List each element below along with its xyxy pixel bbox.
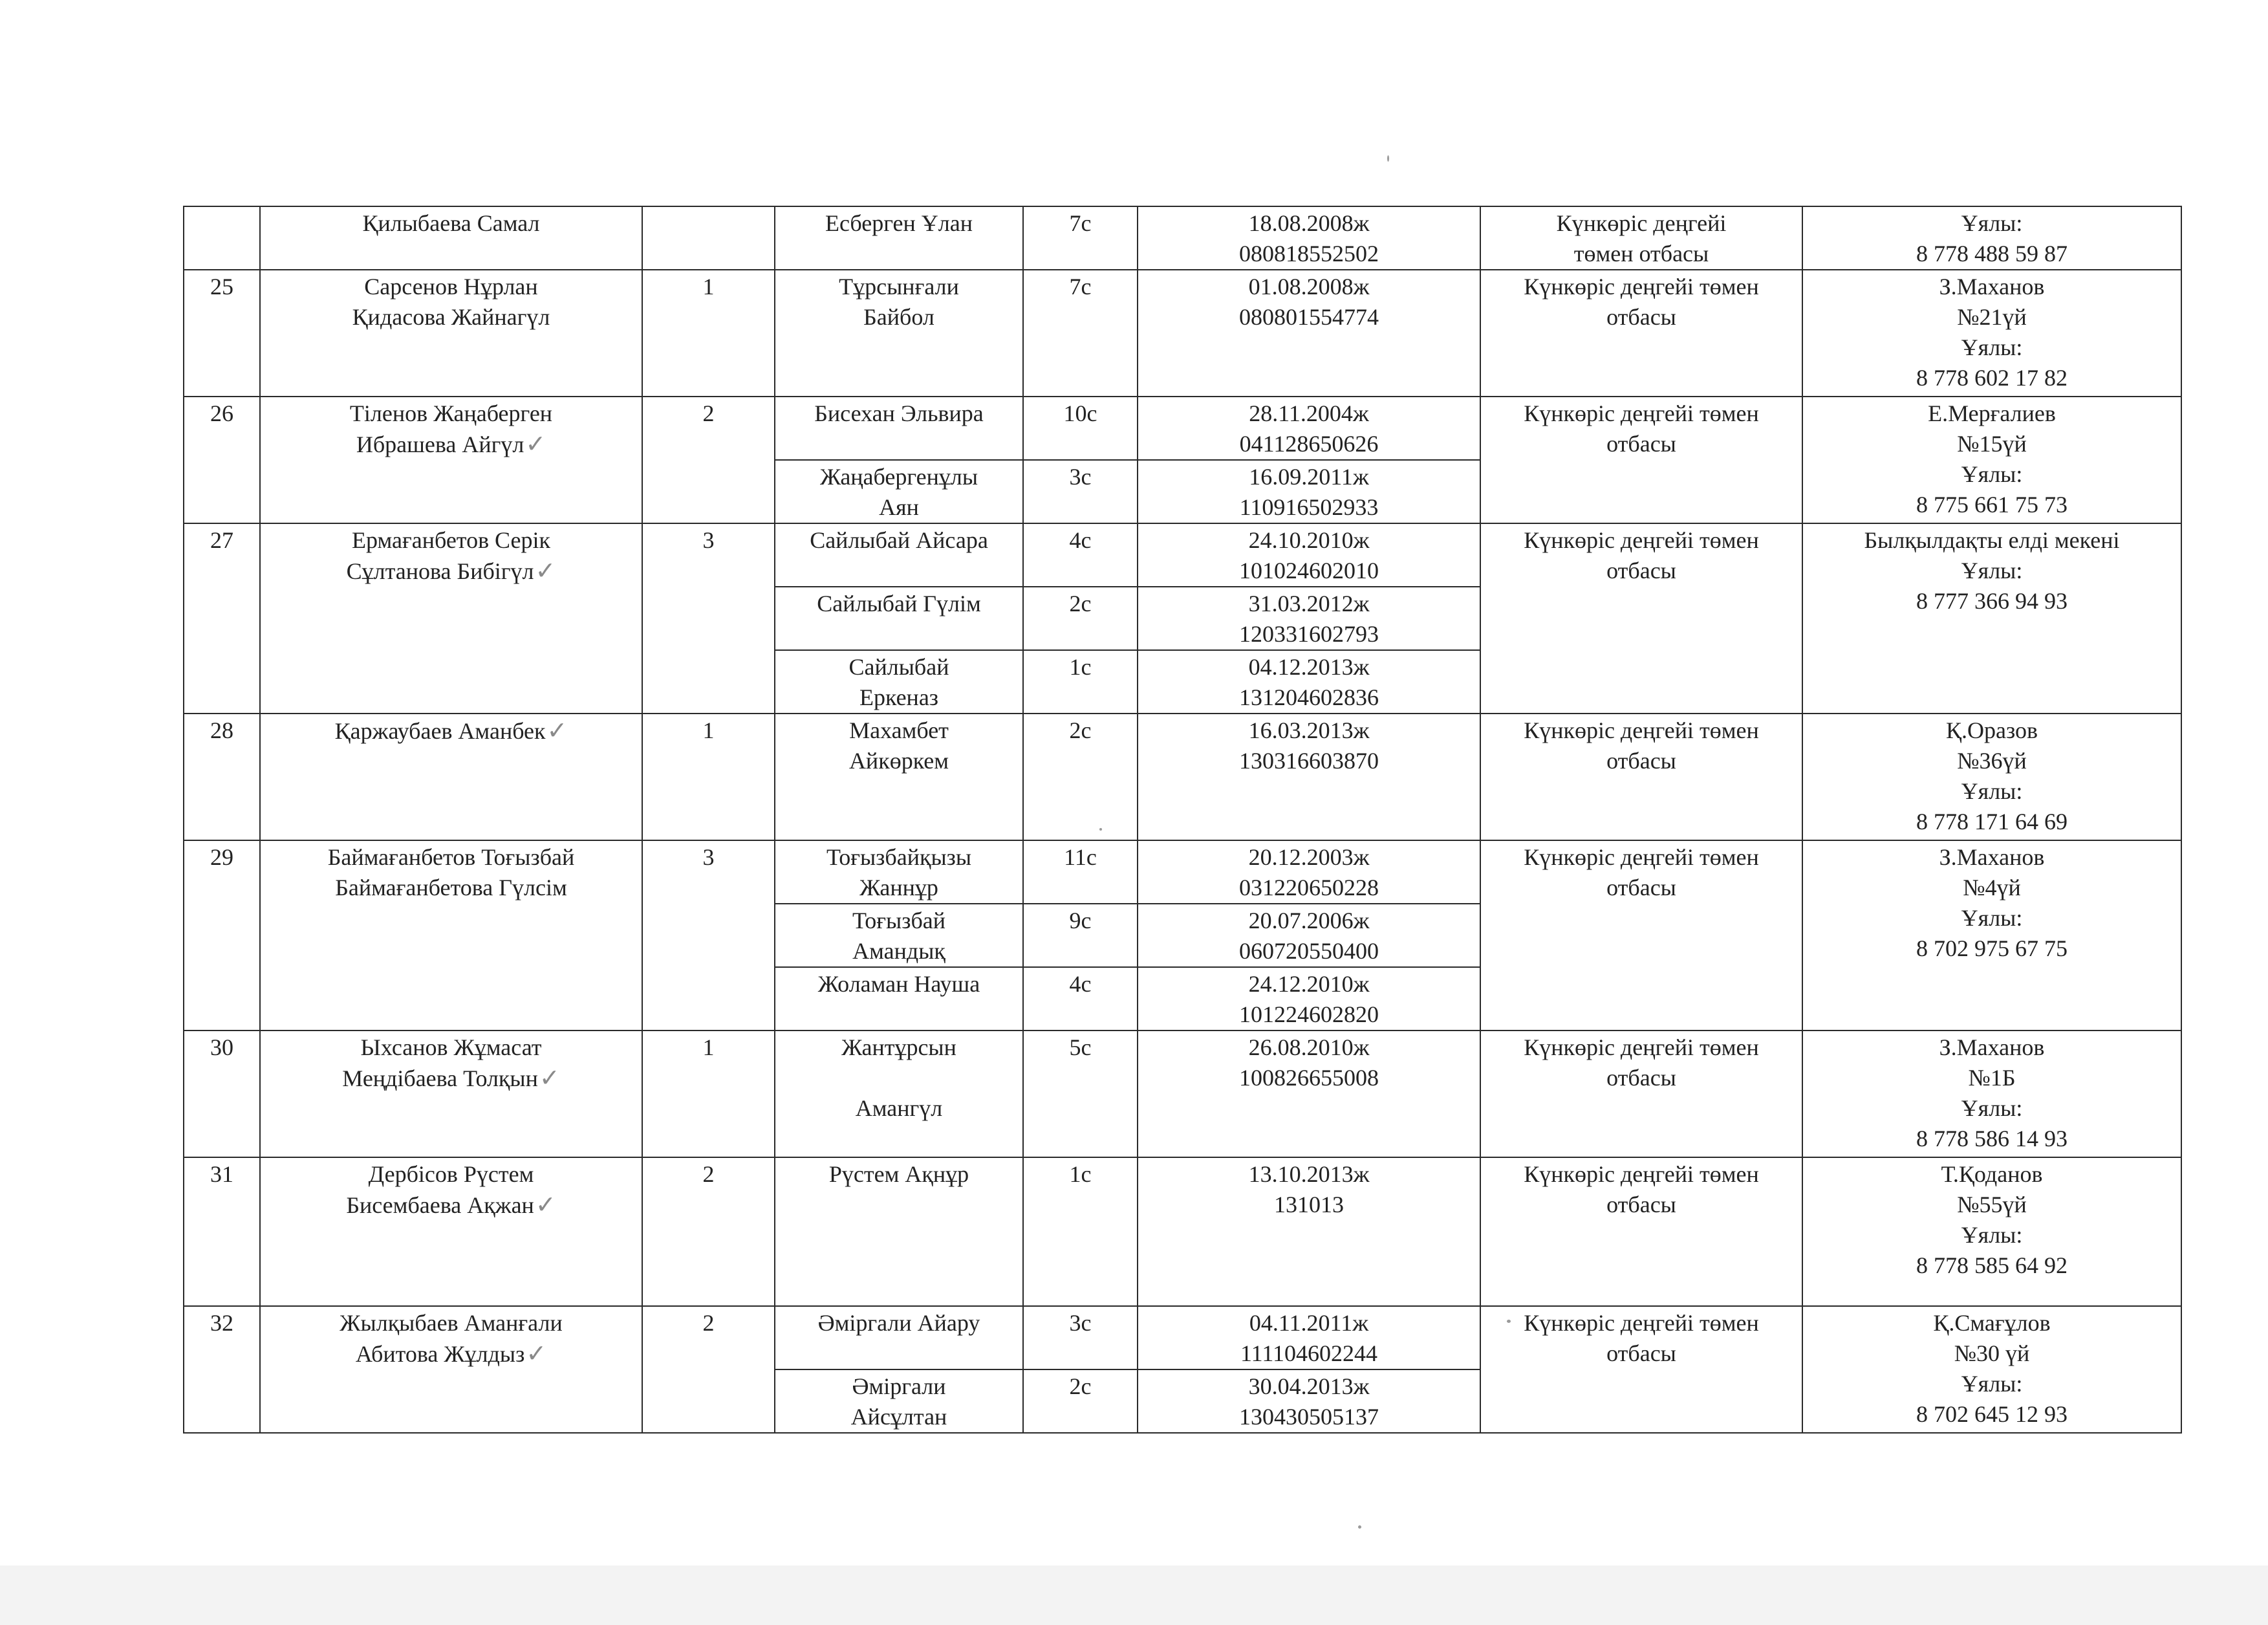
parents-cell [260,206,642,270]
family-status [1480,397,1802,523]
scan-speck [1099,828,1102,831]
parents-cell-line: Жылқыбаев Аманғали [340,1310,563,1336]
children-count: 2 [642,1306,775,1433]
family-status-line: отбасы [1606,1065,1676,1091]
family-status [1480,523,1802,714]
child-name-line: Сайлыбай Гүлім [817,591,981,616]
register-body [184,206,2181,1433]
child-grade: 3с [1023,1306,1138,1369]
child-birth-line: 100826655008 [1239,1065,1379,1091]
family-status-line: отбасы [1606,875,1676,900]
family-status-line: отбасы [1606,1192,1676,1217]
parents-cell [260,714,642,840]
family-status-line: Күнкөріс деңгейі төмен [1524,274,1759,300]
child-birth-line: 031220650228 [1239,875,1379,900]
children-count: 1 [642,714,775,840]
child-birth-line: 130430505137 [1239,1404,1379,1430]
child-birth-line: 13.10.2013ж [1248,1161,1370,1187]
check-mark-icon: ✓ [539,1063,560,1092]
family-status-line: отбасы [1606,1340,1676,1366]
child-birth-line: 20.07.2006ж [1248,908,1370,933]
child-birth [1138,840,1480,904]
family-status-line: отбасы [1606,304,1676,330]
child-birth-line: 101224602820 [1239,1001,1379,1027]
address-phone [1802,397,2181,523]
address-phone-line: Ұялы: [1961,334,2023,360]
table-row [184,1157,2181,1306]
child-birth-line: 04.12.2013ж [1248,654,1370,680]
table-row [184,397,2181,460]
child-name-line: Айсұлтан [850,1404,947,1430]
child-birth-line: 060720550400 [1239,938,1379,964]
child-name-line: Тоғызбайқызы [826,844,972,870]
child-birth-line: 04.11.2011ж [1249,1310,1369,1336]
child-grade: 11с [1023,840,1138,904]
child-birth-line: 20.12.2003ж [1248,844,1370,870]
child-birth-line: 111104602244 [1240,1340,1377,1366]
address-phone-line: 8 778 171 64 69 [1916,809,2068,834]
children-count: 3 [642,840,775,1031]
child-birth [1138,206,1480,270]
child-birth-line: 26.08.2010ж [1248,1034,1370,1060]
check-mark-icon: ✓ [535,1190,556,1219]
child-name [775,1157,1023,1306]
child-birth-line: 110916502933 [1239,494,1379,520]
address-phone-line: Ұялы: [1961,905,2023,931]
child-grade: 5с [1023,1031,1138,1157]
child-name [775,587,1023,650]
parents-cell-line: Ыхсанов Жұмасат [360,1034,542,1060]
scan-speck [1507,1320,1511,1323]
scan-speck [1358,1525,1361,1529]
child-birth-line: 31.03.2012ж [1248,591,1370,616]
parents-cell [260,1306,642,1433]
child-name-line: Жаңабергенұлы [819,464,978,490]
address-phone [1802,206,2181,270]
table-row [184,1306,2181,1369]
children-count: 3 [642,523,775,714]
children-count [642,206,775,270]
row-number: 28 [184,714,260,840]
address-phone-line: Ұялы: [1961,1371,2023,1397]
child-birth [1138,1031,1480,1157]
child-birth-line: 131013 [1274,1192,1344,1217]
address-phone-line: №36үй [1957,748,2027,774]
child-birth-line: 16.09.2011ж [1249,464,1369,490]
child-grade: 4с [1023,523,1138,587]
address-phone-line: Былқылдақты елді мекені [1864,527,2120,553]
check-mark-icon: ✓ [526,1339,547,1368]
address-phone-line: Ұялы: [1961,1095,2023,1121]
row-number: 25 [184,270,260,397]
address-phone-line: №4үй [1963,875,2021,900]
address-phone-line: 8 778 586 14 93 [1916,1126,2068,1151]
family-status-line: отбасы [1606,748,1676,774]
family-status-line: Күнкөріс деңгейі төмен [1524,1161,1759,1187]
child-grade: 4с [1023,967,1138,1031]
child-grade: 9с [1023,904,1138,967]
address-phone-line: №15үй [1957,431,2027,457]
address-phone-line: Ұялы: [1961,210,2023,236]
family-status [1480,1306,1802,1433]
family-status-line: Күнкөріс деңгейі төмен [1524,1034,1759,1060]
table-row [184,840,2181,904]
parents-cell [260,840,642,1031]
address-phone [1802,1031,2181,1157]
table-row [184,1031,2181,1157]
children-count: 2 [642,397,775,523]
child-name-line: Сайлыбай [848,654,949,680]
address-phone-line: 8 702 975 67 75 [1916,935,2068,961]
child-name [775,1369,1023,1433]
address-phone-line: 8 777 366 94 93 [1916,588,2068,614]
address-phone-line: З.Маханов [1939,1034,2045,1060]
parents-cell [260,397,642,523]
child-birth-line: 16.03.2013ж [1248,717,1370,743]
child-birth [1138,270,1480,397]
address-phone-line: 8 778 602 17 82 [1916,365,2068,391]
table-row [184,270,2181,397]
address-phone-line: Қ.Смағұлов [1933,1310,2051,1336]
parents-cell-line: Баймағанбетова Гүлсім [335,875,567,900]
child-name [775,650,1023,714]
family-status-line: Күнкөріс деңгейі төмен [1524,717,1759,743]
family-status-line: төмен отбасы [1573,241,1709,267]
check-mark-icon: ✓ [535,556,556,585]
child-name-line: Айкөркем [848,748,949,774]
address-phone [1802,714,2181,840]
child-grade: 10с [1023,397,1138,460]
child-name [775,460,1023,523]
child-grade: 7с [1023,206,1138,270]
child-birth-line: 130316603870 [1239,748,1379,774]
child-birth [1138,1306,1480,1369]
child-birth [1138,523,1480,587]
table-row [184,523,2181,587]
parents-cell-line: Тіленов Жаңаберген [349,400,553,426]
address-phone-line: №21үй [1957,304,2027,330]
child-name [775,206,1023,270]
child-grade: 2с [1023,714,1138,840]
child-name-line: Аян [879,494,919,520]
scan-bottom-margin [0,1565,2268,1625]
address-phone-line: 8 778 585 64 92 [1916,1252,2068,1278]
child-grade: 2с [1023,587,1138,650]
child-name [775,270,1023,397]
child-name-line: Жаннұр [859,875,938,900]
child-birth-line: 30.04.2013ж [1248,1373,1370,1399]
parents-cell-line: Қилыбаева Самал [362,210,540,236]
child-birth-line: 080801554774 [1239,304,1379,330]
parents-cell-line: Ибрашева Айгүл✓ [356,430,546,458]
child-name [775,397,1023,460]
table-row [184,206,2181,270]
family-status-line: Күнкөріс деңгейі төмен [1524,527,1759,553]
parents-cell [260,270,642,397]
child-name-line: Жоламан Науша [817,971,980,997]
family-status [1480,840,1802,1031]
child-birth-line: 24.12.2010ж [1248,971,1370,997]
family-status-line: Күнкөріс деңгейі [1556,210,1727,236]
child-grade: 3с [1023,460,1138,523]
family-status [1480,1031,1802,1157]
row-number: 29 [184,840,260,1031]
child-birth [1138,967,1480,1031]
children-count: 1 [642,270,775,397]
address-phone-line: 8 778 488 59 87 [1916,241,2068,267]
check-mark-icon: ✓ [525,430,546,458]
address-phone-line: З.Маханов [1939,844,2045,870]
row-number: 30 [184,1031,260,1157]
child-name-line: Еркеназ [859,684,939,710]
parents-cell-line: Сарсенов Нұрлан [364,274,538,300]
parents-cell [260,1031,642,1157]
parents-cell [260,1157,642,1306]
child-grade: 1с [1023,1157,1138,1306]
child-birth [1138,1369,1480,1433]
parents-cell-line: Қидасова Жайнагүл [352,304,550,330]
address-phone-line: №30 үй [1954,1340,2030,1366]
address-phone-line: 8 775 661 75 73 [1916,492,2068,518]
address-phone [1802,1157,2181,1306]
family-status-line: Күнкөріс деңгейі төмен [1524,844,1759,870]
address-phone [1802,523,2181,714]
child-birth-line: 24.10.2010ж [1248,527,1370,553]
child-name [775,1306,1023,1369]
family-status-line: отбасы [1606,558,1676,583]
table-row [184,714,2181,840]
check-mark-icon: ✓ [546,716,568,745]
child-grade: 7с [1023,270,1138,397]
child-birth [1138,904,1480,967]
child-name-line: Әміргали Айару [817,1310,980,1336]
scan-speck [1387,155,1389,162]
family-status-line: Күнкөріс деңгейі төмен [1524,1310,1759,1336]
family-status [1480,270,1802,397]
child-name [775,714,1023,840]
family-status [1480,714,1802,840]
child-name-line: Бисехан Эльвира [814,400,984,426]
family-status-line: отбасы [1606,431,1676,457]
child-birth [1138,650,1480,714]
address-phone [1802,840,2181,1031]
child-birth [1138,397,1480,460]
row-number: 31 [184,1157,260,1306]
child-grade: 2с [1023,1369,1138,1433]
parents-cell-line: Сұлтанова Бибігүл✓ [346,556,556,585]
child-name-line [779,1063,1019,1093]
child-birth [1138,714,1480,840]
family-status-line: Күнкөріс деңгейі төмен [1524,400,1759,426]
address-phone-line: 8 702 645 12 93 [1916,1401,2068,1427]
child-birth-line: 18.08.2008ж [1248,210,1370,236]
child-name-line: Рүстем Ақнұр [828,1161,969,1187]
address-phone-line: Ұялы: [1961,461,2023,487]
child-name [775,1031,1023,1157]
address-phone-line: №55үй [1957,1192,2027,1217]
address-phone-line: №1Б [1968,1065,2016,1091]
address-phone [1802,1306,2181,1433]
parents-cell-line: Бисембаева Ақжан✓ [346,1190,556,1219]
child-name-line: Тоғызбай [852,908,946,933]
child-name-line: Амандық [852,938,945,964]
parents-cell-line: Дербісов Рүстем [368,1161,534,1187]
child-birth [1138,1157,1480,1306]
row-number [184,206,260,270]
parents-cell-line: Қаржаубаев Аманбек✓ [334,716,568,745]
child-name-line: Махамбет [849,717,949,743]
row-number: 26 [184,397,260,523]
child-name-line: Амангүл [855,1095,943,1121]
child-name-line: Сайлыбай Айсара [810,527,988,553]
parents-cell [260,523,642,714]
address-phone-line: З.Маханов [1939,274,2045,300]
child-birth-line: 101024602010 [1239,558,1379,583]
child-birth-line: 041128650626 [1239,431,1379,457]
child-name-line: Жантұрсын [841,1034,956,1060]
child-birth-line: 080818552502 [1239,241,1379,267]
child-birth-line: 120331602793 [1239,621,1379,647]
parents-cell-line: Баймағанбетов Тоғызбай [327,844,575,870]
child-name-line: Байбол [863,304,934,330]
parents-cell-line: Абитова Жұлдыз✓ [355,1339,547,1368]
children-count: 2 [642,1157,775,1306]
child-birth-line: 28.11.2004ж [1249,400,1369,426]
address-phone-line: Ұялы: [1961,1222,2023,1248]
row-number: 32 [184,1306,260,1433]
child-name-line: Есберген Ұлан [825,210,973,236]
family-status [1480,206,1802,270]
child-name [775,840,1023,904]
family-register-table [183,206,2182,1434]
child-name [775,904,1023,967]
family-status [1480,1157,1802,1306]
address-phone [1802,270,2181,397]
child-grade: 1с [1023,650,1138,714]
child-name-line: Тұрсынғали [839,274,959,300]
child-birth [1138,587,1480,650]
address-phone-line: Ұялы: [1961,558,2023,583]
children-count: 1 [642,1031,775,1157]
child-birth-line: 131204602836 [1239,684,1379,710]
child-name [775,967,1023,1031]
parents-cell-line: Меңдібаева Толқын✓ [342,1063,560,1092]
address-phone-line: Қ.Оразов [1946,717,2038,743]
child-name-line: Әміргали [852,1373,946,1399]
row-number: 27 [184,523,260,714]
address-phone-line: Е.Мерғалиев [1928,400,2056,426]
child-name [775,523,1023,587]
parents-cell-line: Ермағанбетов Серік [352,527,550,553]
child-birth [1138,460,1480,523]
child-birth-line: 01.08.2008ж [1248,274,1370,300]
address-phone-line: Т.Қоданов [1941,1161,2043,1187]
address-phone-line: Ұялы: [1961,778,2023,804]
